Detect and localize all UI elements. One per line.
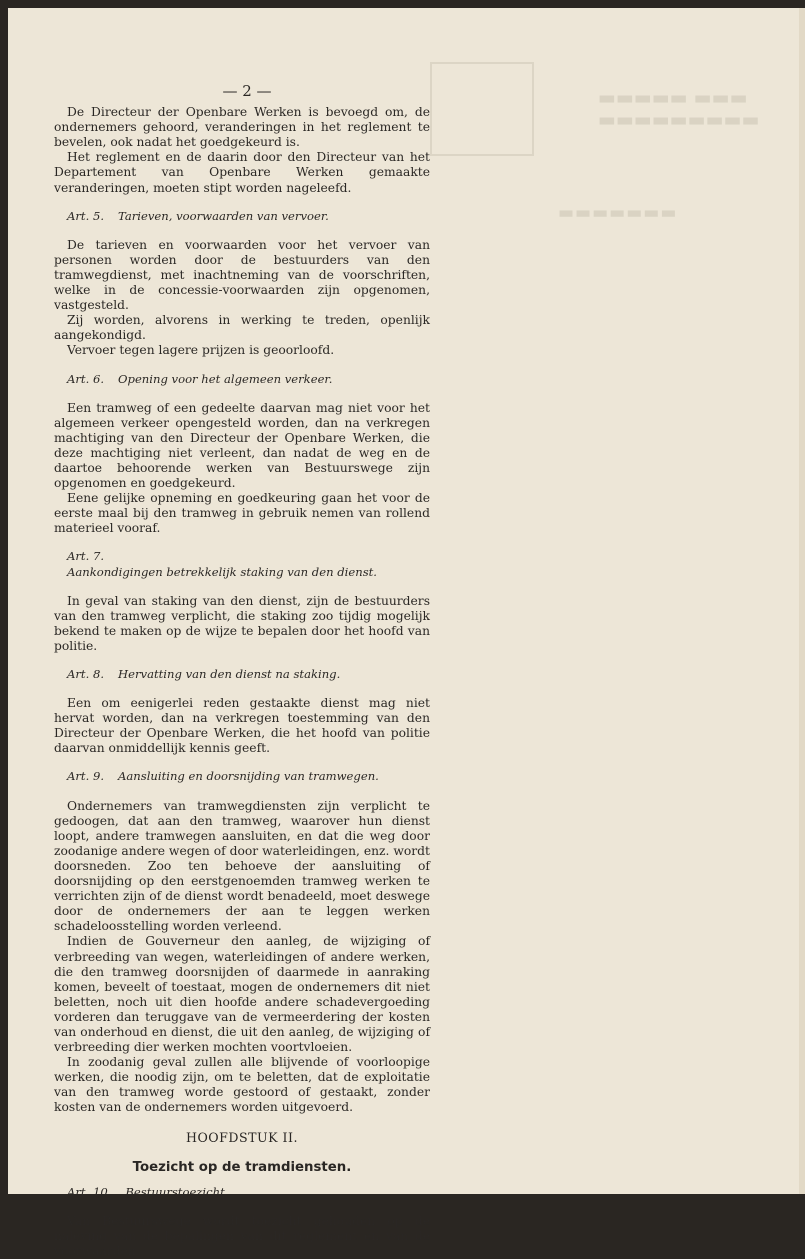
paragraph: Indien de Gouverneur den aanleg, de wijziging of verbreeding van wegen, waterleidingen of andere werken, die den tramweg doorsnijden of daarmede in aanraking komen, beveelt of toestaat, mogen de ondernemers dit niet beletten, noch uit dien hoofde andere schadevergoeding vorderen dan teruggave van de vermeerdering der kosten van onderhoud en dienst, die uit den aanleg, de wijziging of verbreeding dier werken mochten voortvloeien. xyxy=(54,934,430,1055)
paragraph: De tarieven en voorwaarden voor het vervoer van personen worden door de bestuurders van den tramwegdienst, met inachtneming van de voorschriften, welke in de concessie-voorwaarden zijn opgenomen, vastgesteld. xyxy=(54,237,430,313)
article-title: Opening voor het algemeen verkeer. xyxy=(118,371,333,386)
paragraph: Ondernemers van tramwegdiensten zijn verplicht te gedoogen, dat aan den tramweg, waarover hun dienst loopt, andere tramwegen aansluiten, en dat die weg door zoodanige andere wegen of door waterleidingen, enz. wordt doorsneden. Zoo ten behoeve der aansluiting of doorsnijding op den eerstgenoemden tramweg werken te verrichten zijn of de dienst wordt benadeeld, moet deswege door de ondernemers der aan te leggen werken schadeloosstelling worden verleend. xyxy=(54,798,430,934)
article-title: Aansluiting en doorsnijding van tramwegen. xyxy=(118,769,379,784)
article-number: Art. 10. xyxy=(67,1184,112,1199)
paragraph: De Directeur der Openbare Werken is bevoegd om, de ondernemers gehoord, veranderingen in het reglement te bevelen, ook nadat het goedgekeurd is. xyxy=(54,105,430,150)
article-heading xyxy=(54,372,430,387)
article-title: Bestuurstoezicht. xyxy=(125,1184,229,1199)
paragraph: Eene gelijke opneming en goedkeuring gaan het voor de eerste maal bij den tramweg in gebruik nemen van rollend materieel vooraf. xyxy=(54,491,430,536)
article-heading xyxy=(54,769,430,784)
page-number: — 2 — xyxy=(222,82,272,100)
article-title: Aankondigingen betrekkelijk staking van den dienst. xyxy=(67,564,377,579)
paragraph: In geval van staking van den dienst, zijn de bestuurders van den tramweg verplicht, die staking zoo tijdig mogelijk bekend te maken op de wijze te bepalen door het hoofd van politie. xyxy=(54,593,430,653)
article-heading xyxy=(54,667,430,682)
article-number: Art. 9. xyxy=(67,769,105,784)
article-number: Art. 8. xyxy=(67,667,105,681)
paragraph: Een tramweg of een gedeelte daarvan mag niet voor het algemeen verkeer opengesteld worden, dan na verkregen machtiging van den Directeur der Openbare Werken, die deze machtiging niet verleent, dan nadat de weg en de daartoe behoorende werken van Bestuurswege zijn opgenomen en goedgekeurd. xyxy=(54,400,430,491)
bleed-through-decoration xyxy=(428,78,758,378)
article-number: Art. 5. xyxy=(67,208,105,223)
article-title: Tarieven, voorwaarden van vervoer. xyxy=(118,208,329,223)
paragraph: In zoodanig geval zullen alle blijvende of voorloopige werken, die noodig zijn, om te beletten, dat de exploitatie van den tramweg worde gestoord of gestaakt, zonder kosten van de ondernemers worden uitgevoerd. xyxy=(54,1055,430,1115)
bleed-through-stamp xyxy=(430,62,534,156)
chapter-title: Toezicht op de tramdiensten. xyxy=(132,1159,352,1175)
article-heading xyxy=(54,209,430,224)
document-page xyxy=(8,8,805,1258)
paragraph: Vervoer tegen lagere prijzen is geoorloofd. xyxy=(67,343,335,358)
page-edge xyxy=(799,8,805,1194)
chapter-heading: HOOFDSTUK II. xyxy=(186,1129,298,1145)
bleed-through-mark: ▬▬▬▬▬▬▬▬▬ xyxy=(598,109,760,131)
paragraph: Het reglement en de daarin door den Directeur van het Departement van Openbare Werken gemaakte veranderingen, moeten stipt worden nageleefd. xyxy=(54,150,430,195)
bleed-through-mark: ▬▬▬▬▬ ▬▬▬ xyxy=(598,87,748,109)
paragraph: Van Bestuurswege wordt toezicht gehouden op de naleving van de bepalingen van dit reglement en van de voorwaarden, xyxy=(54,1213,430,1258)
article-heading xyxy=(54,1185,430,1200)
bleed-through-mark: ▬▬▬▬▬▬▬ xyxy=(558,203,678,223)
paragraph: Een om eenigerlei reden gestaakte dienst mag niet hervat worden, dan na verkregen toestemming van den Directeur der Openbare Werken, die het hoofd van politie daarvan onmiddellijk kennis geeft. xyxy=(54,696,430,756)
article-number: Art. 7. xyxy=(67,549,105,564)
paragraph: Zij worden, alvorens in werking te treden, openlijk aangekondigd. xyxy=(54,313,430,343)
article-heading xyxy=(54,549,430,579)
article-title: Hervatting van den dienst na staking. xyxy=(118,667,341,681)
page-content xyxy=(54,84,430,1259)
article-number: Art. 6. xyxy=(67,371,105,386)
